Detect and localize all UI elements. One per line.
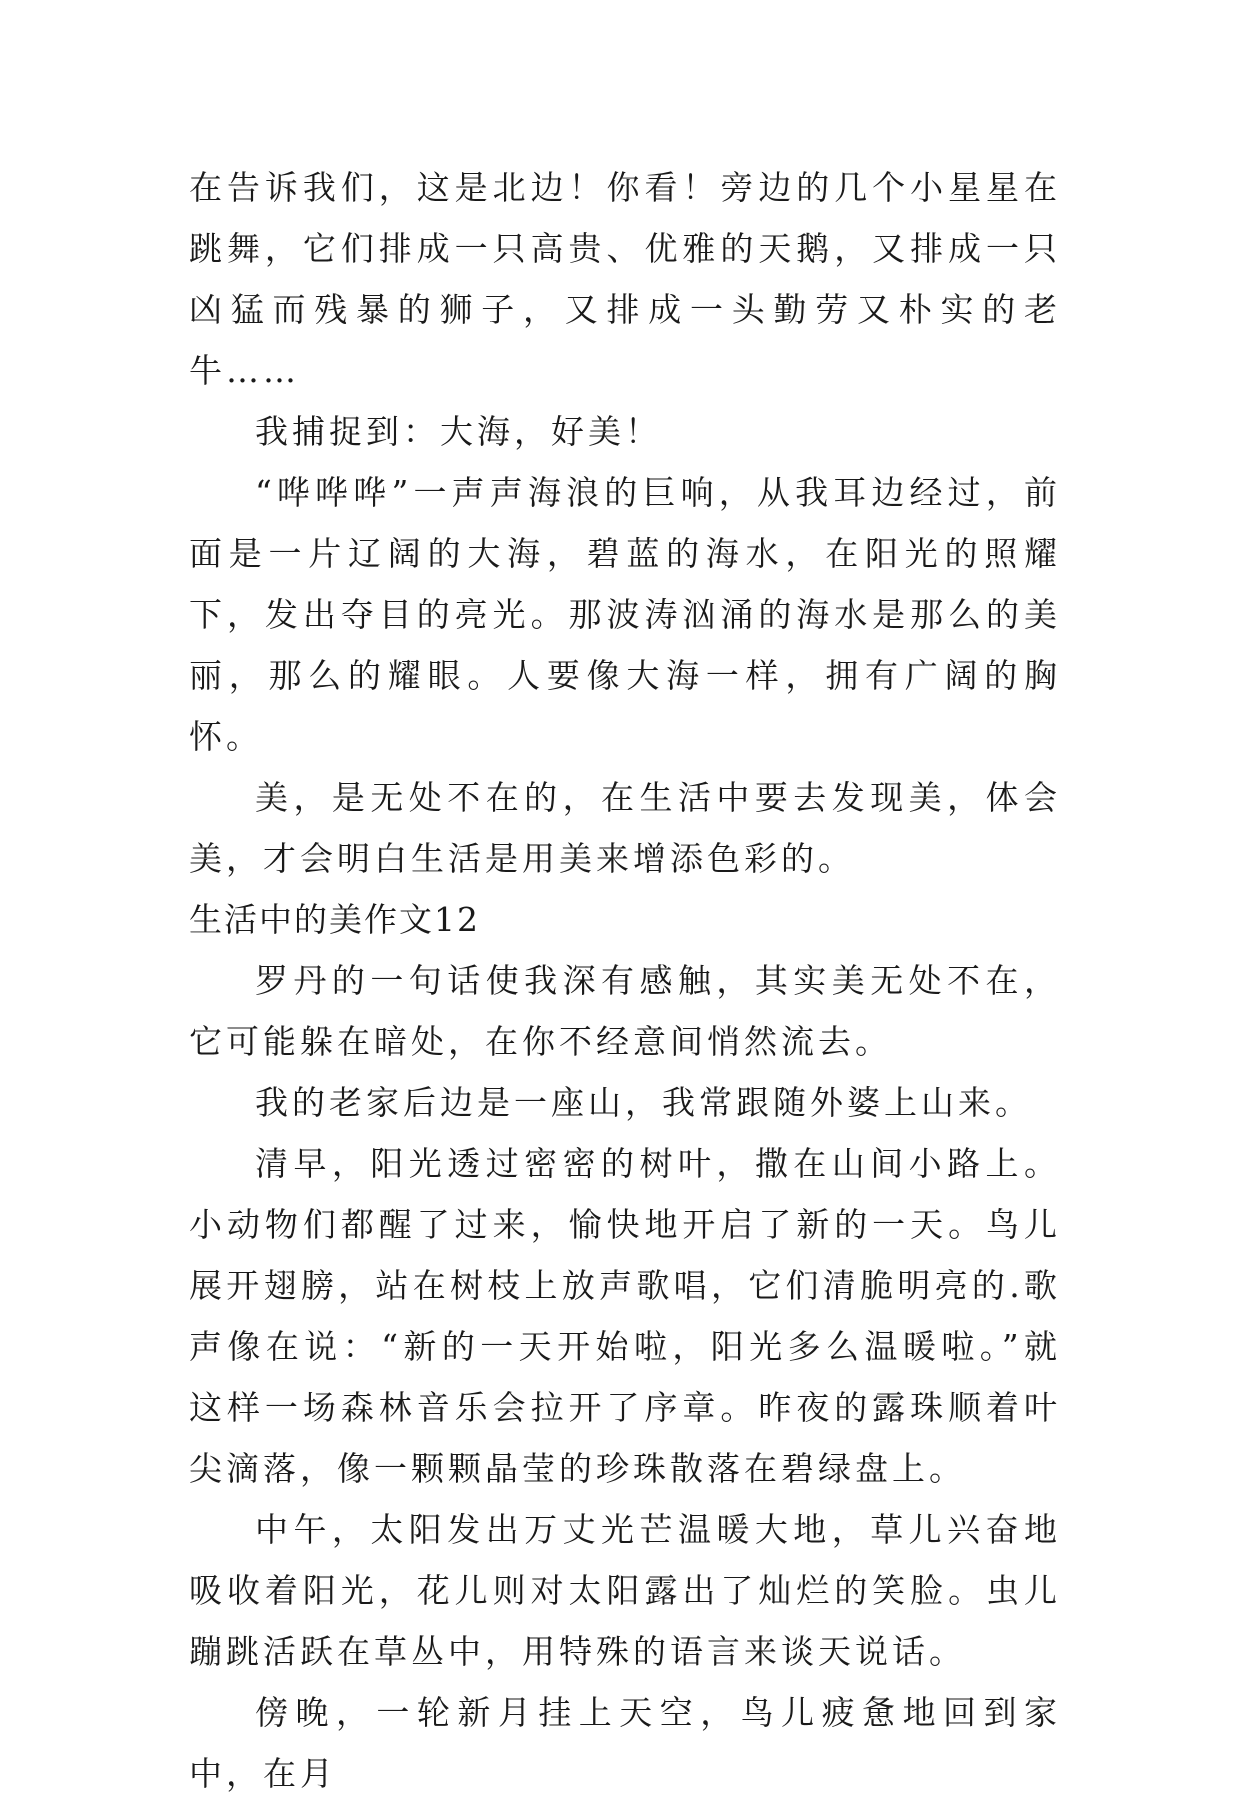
paragraph-9: 傍晚，一轮新月挂上天空，鸟儿疲惫地回到家中，在月: [189, 1693, 1061, 1793]
paragraph-2: 我捕捉到：大海，好美！: [255, 412, 662, 451]
paragraph-7: 清早，阳光透过密密的树叶，撒在山间小路上。小动物们都醒了过来，愉快地开启了新的一天。鸟儿展开翅膀，站在树枝上放声歌唱，它们清脆明亮的.歌声像在说：“新的一天开始啦，阳光多么温暖啦。”就这样一场森林音乐会拉开了序章。昨夜的露珠顺着叶尖滴落，像一颗颗晶莹的珍珠散落在碧绿盘上。: [189, 1144, 1061, 1488]
paragraph-5: 罗丹的一句话使我深有感触，其实美无处不在，它可能躲在暗处，在你不经意间悄然流去。: [189, 961, 1061, 1061]
paragraph-4: 美，是无处不在的，在生活中要去发现美，体会美，才会明白生活是用美来增添色彩的。: [189, 778, 1061, 878]
document-body: [189, 157, 1061, 1804]
paragraph-8: 中午，太阳发出万丈光芒温暖大地，草儿兴奋地吸收着阳光，花儿则对太阳露出了灿烂的笑脸。虫儿蹦跳活跃在草丛中，用特殊的语言来谈天说话。: [189, 1510, 1061, 1671]
paragraph-1: 在告诉我们，这是北边！你看！旁边的几个小星星在跳舞，它们排成一只高贵、优雅的天鹅，又排成一只凶猛而残暴的狮子，又排成一头勤劳又朴实的老牛……: [189, 168, 1061, 390]
section-heading: 生活中的美作文12: [189, 900, 480, 939]
paragraph-6: 我的老家后边是一座山，我常跟随外婆上山来。: [255, 1083, 1032, 1122]
paragraph-3: “哗哗哗”一声声海浪的巨响，从我耳边经过，前面是一片辽阔的大海，碧蓝的海水，在阳光的照耀下，发出夺目的亮光。那波涛汹涌的海水是那么的美丽，那么的耀眼。人要像大海一样，拥有广阔的胸怀。: [189, 473, 1061, 756]
